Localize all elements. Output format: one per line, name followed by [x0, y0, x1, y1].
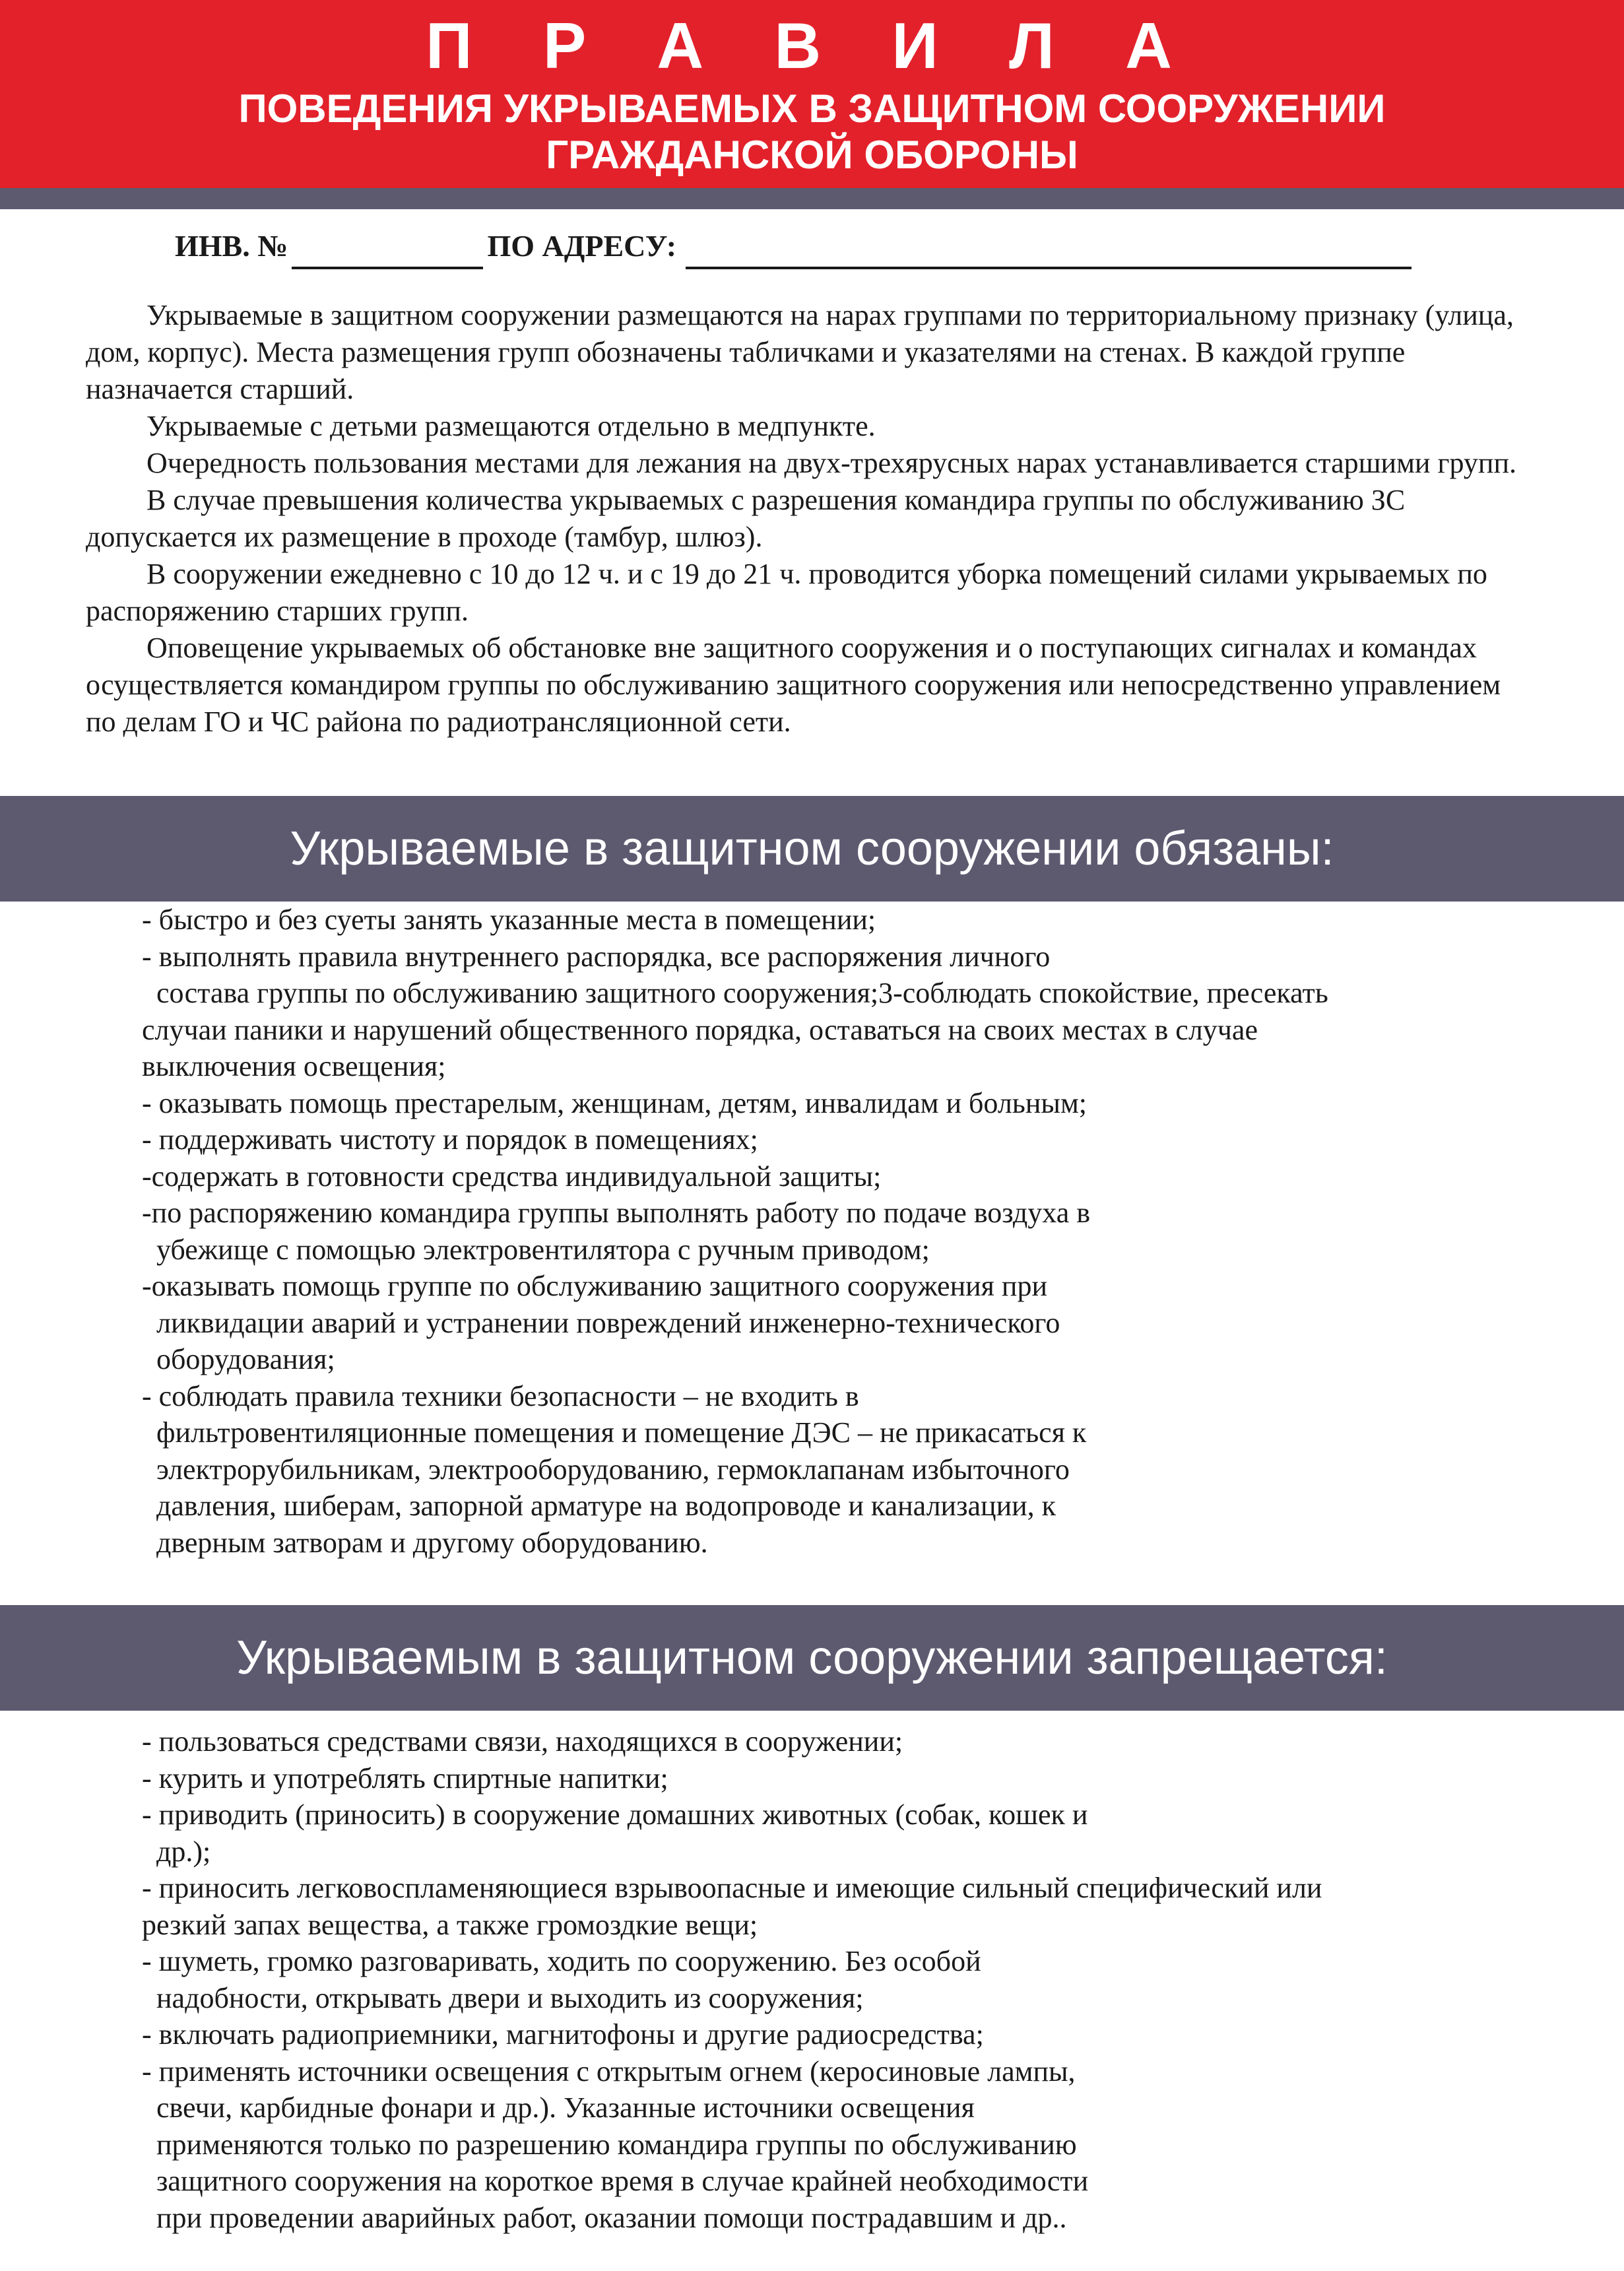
inv-label: ИНВ. №: [175, 229, 288, 263]
list-item: -по распоряжению командира группы выполнять работу по подаче воздуха в: [142, 1197, 1091, 1229]
list-item: - пользоваться средствами связи, находящихся в сооружении;: [142, 1725, 903, 1758]
list-item: - применять источники освещения с открытым огнем (керосиновые лампы,: [142, 2055, 1076, 2088]
list-item: - шуметь, громко разговаривать, ходить по сооружению. Без особой: [142, 1945, 981, 1977]
list-item: защитного сооружения на короткое время в случае крайней необходимости: [142, 2165, 1089, 2197]
list-item: давления, шиберам, запорной арматуре на водопроводе и канализации, к: [142, 1490, 1056, 1522]
duties-section-heading: Укрываемые в защитном сооружении обязаны:: [0, 796, 1624, 902]
list-item: случаи паники и нарушений общественного порядка, оставаться на своих местах в случае: [142, 1013, 1258, 1046]
inventory-address-line: [175, 223, 1462, 269]
list-item: убежище с помощью электровентилятора с ручным приводом;: [142, 1233, 930, 1266]
intro-paragraph: В сооружении ежедневно с 10 до 12 ч. и с 19 до 21 ч. проводится уборка помещений силами укрываемых по распоряжению старших групп.: [86, 558, 1487, 627]
list-item: состава группы по обслуживанию защитного сооружения;3-соблюдать спокойствие, пресекать: [142, 977, 1328, 1009]
list-item: фильтровентиляционные помещения и помещение ДЭС – не прикасаться к: [142, 1416, 1087, 1449]
list-item: - приносить легковоспламеняющиеся взрывоопасные и имеющие сильный специфический или: [142, 1872, 1322, 1904]
page-subtitle-line1: ПОВЕДЕНИЯ УКРЫВАЕМЫХ В ЗАЩИТНОМ СООРУЖЕНИИ: [238, 86, 1386, 131]
list-item: - соблюдать правила техники безопасности – не входить в: [142, 1379, 859, 1412]
duties-list: [142, 902, 1567, 1561]
list-item: свечи, карбидные фонари и др.). Указанные источники освещения: [142, 2091, 975, 2124]
intro-paragraph: В случае превышения количества укрываемых с разрешения командира группы по обслуживанию ЗС допускается их размещение в проходе (тамбур, шлюз).: [86, 484, 1406, 553]
address-label: ПО АДРЕСУ:: [487, 229, 677, 263]
header-stripe: [0, 188, 1624, 209]
list-item: -оказывать помощь группе по обслуживанию защитного сооружения при: [142, 1270, 1047, 1302]
list-item: при проведении аварийных работ, оказании помощи пострадавшим и др..: [142, 2201, 1067, 2234]
prohibited-section-heading: Укрываемым в защитном сооружении запрещается:: [0, 1605, 1624, 1711]
list-item: выключения освещения;: [142, 1050, 446, 1082]
intro-paragraph: Укрываемые в защитном сооружении размещаются на нарах группами по территориальному признаку (улица, дом, корпус). Места размещения групп обозначены табличками и указателями на стенах. В каждой группе назначается старший.: [86, 299, 1514, 405]
header-banner: [0, 0, 1624, 188]
list-item: - включать радиоприемники, магнитофоны и другие радиосредства;: [142, 2018, 984, 2051]
list-item: - оказывать помощь престарелым, женщинам, детям, инвалидам и больным;: [142, 1086, 1088, 1119]
intro-paragraph: Оповещение укрываемых об обстановке вне защитного сооружения и о поступающих сигналах и командах осуществляется командиром группы по обслуживанию защитного сооружения или непосредственно управлением по делам ГО и ЧС района по радиотрансляционной сети.: [86, 632, 1501, 738]
page-title: П Р А В И Л А: [426, 9, 1198, 82]
list-item: дверным затворам и другому оборудованию.: [142, 1526, 708, 1559]
list-item: -содержать в готовности средства индивидуальной защиты;: [142, 1160, 882, 1193]
list-item: - выполнять правила внутреннего распорядка, все распоряжения личного: [142, 940, 1051, 973]
intro-paragraph: Укрываемые с детьми размещаются отдельно в медпункте.: [146, 410, 876, 442]
list-item: др.);: [142, 1835, 211, 1868]
list-item: - курить и употреблять спиртные напитки;: [142, 1761, 668, 1794]
intro-paragraph: Очередность пользования местами для лежания на двух-трехярусных нарах устанавливается старшими групп.: [146, 447, 1517, 479]
list-item: - быстро и без суеты занять указанные места в помещении;: [142, 904, 876, 936]
address-blank-field: [686, 234, 1412, 269]
list-item: резкий запах вещества, а также громоздкие вещи;: [142, 1908, 758, 1941]
intro-text: [86, 297, 1538, 741]
list-item: надобности, открывать двери и выходить из сооружения;: [142, 1981, 864, 2014]
list-item: оборудования;: [142, 1343, 335, 1375]
list-item: - приводить (приносить) в сооружение домашних животных (собак, кошек и: [142, 1798, 1088, 1831]
list-item: ликвидации аварий и устранении повреждений инженерно-технического: [142, 1306, 1060, 1339]
prohibited-list: [142, 1723, 1567, 2236]
inv-blank-field: [292, 234, 483, 269]
list-item: применяются только по разрешению командира группы по обслуживанию: [142, 2128, 1077, 2161]
list-item: электрорубильникам, электрооборудованию, гермоклапанам избыточного: [142, 1453, 1070, 1486]
list-item: - поддерживать чистоту и порядок в помещениях;: [142, 1123, 758, 1156]
page-subtitle-line2: ГРАЖДАНСКОЙ ОБОРОНЫ: [546, 133, 1078, 177]
